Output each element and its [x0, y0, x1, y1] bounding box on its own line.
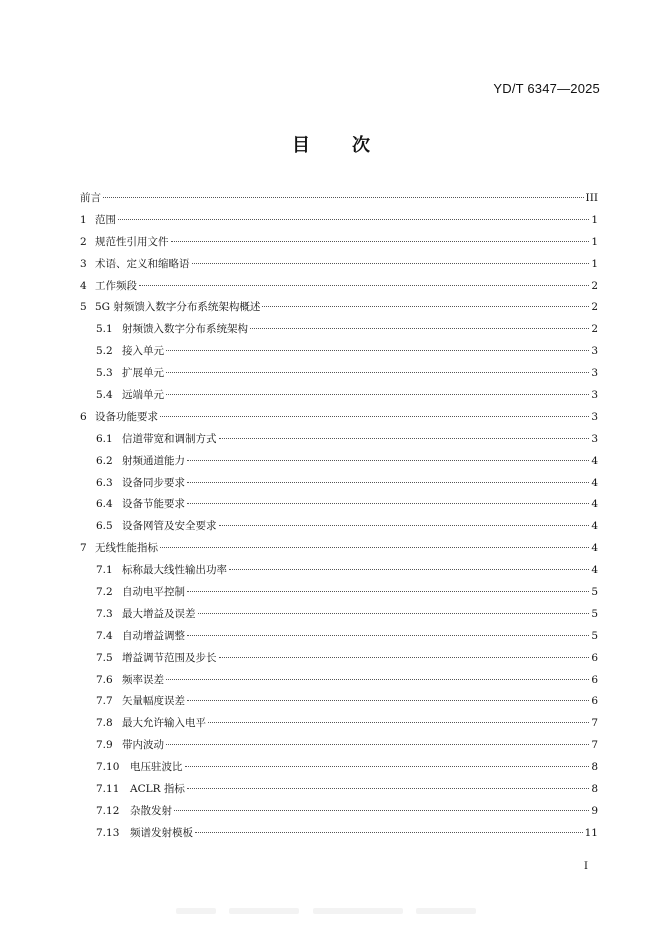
- dot-leader: [174, 810, 589, 811]
- toc-entry-label: 范围: [95, 213, 116, 226]
- dot-leader: [185, 766, 590, 767]
- toc-entry-number: 6.4: [96, 498, 113, 511]
- toc-entry[interactable]: [80, 319, 598, 341]
- toc-entry-label: 射频通道能力: [122, 454, 185, 467]
- toc-entry-number: 3: [80, 257, 87, 270]
- toc-entry-number: 7.6: [96, 673, 113, 686]
- toc-entry-number: 6.2: [96, 454, 113, 467]
- toc-entry-label: 接入单元: [122, 345, 164, 358]
- toc-entry-label: 术语、定义和缩略语: [95, 257, 190, 270]
- toc-entry-label: 设备功能要求: [95, 410, 158, 423]
- toc-entry-label: 远端单元: [122, 389, 164, 402]
- toc-entry-label: 5G 射频馈入数字分布系统架构概述: [95, 301, 261, 314]
- toc-entry-number: 6.5: [96, 520, 113, 533]
- toc-entry-label: 无线性能指标: [95, 542, 158, 555]
- toc-entry-number: 7.12: [96, 804, 120, 817]
- toc-entry-number: 7.5: [96, 651, 113, 664]
- toc-entry-number: 7.11: [96, 783, 120, 796]
- dot-leader: [250, 328, 589, 329]
- dot-leader: [198, 613, 590, 614]
- dot-leader: [219, 438, 590, 439]
- toc-entry-page: 3: [591, 432, 598, 445]
- toc-entry[interactable]: [80, 341, 598, 363]
- toc-entry-label: 最大增益及误差: [122, 607, 196, 620]
- dot-leader: [103, 197, 584, 198]
- toc-entry-number: 7.13: [96, 826, 120, 839]
- toc-entry[interactable]: [80, 713, 598, 735]
- toc-entry-label: 信道带宽和调制方式: [122, 432, 217, 445]
- dot-leader: [208, 722, 589, 723]
- toc-entry-number: 6: [80, 410, 87, 423]
- toc-entry-number: 7: [80, 542, 87, 555]
- toc-entry-page: 5: [591, 607, 598, 620]
- toc-entry-page: 5: [591, 586, 598, 599]
- toc-entry-number: 5.1: [96, 323, 113, 336]
- toc-entry-label: ACLR 指标: [130, 783, 185, 796]
- toc-entry-label: 电压驻波比: [130, 761, 183, 774]
- toc-entry-number: 6.3: [96, 476, 113, 489]
- toc-entry[interactable]: [80, 473, 598, 495]
- dot-leader: [229, 569, 589, 570]
- toc-entry[interactable]: [80, 604, 598, 626]
- toc-entry-label: 扩展单元: [122, 367, 164, 380]
- toc-entry-page: 6: [591, 695, 598, 708]
- toc-entry-page: 8: [591, 761, 598, 774]
- toc-entry-number: 5.3: [96, 367, 113, 380]
- page-number: I: [584, 861, 588, 872]
- toc-entry-label: 自动增益调整: [122, 629, 185, 642]
- toc-entry-label: 设备同步要求: [122, 476, 185, 489]
- toc-entry-label: 前言: [80, 192, 101, 204]
- toc-entry-page: 3: [591, 345, 598, 358]
- toc-entry-page: 4: [591, 498, 598, 511]
- title-char-2: 次: [352, 135, 370, 156]
- toc-entry-page: 1: [591, 257, 598, 270]
- toc-entry[interactable]: [80, 385, 598, 407]
- toc-entry-page: 7: [591, 739, 598, 752]
- toc-entry-label: 增益调节范围及步长: [122, 651, 217, 664]
- dot-leader: [139, 285, 589, 286]
- toc-entry-page: 2: [591, 279, 598, 292]
- page-title: [0, 131, 662, 157]
- toc-entry[interactable]: [80, 626, 598, 648]
- title-char-1: 目: [292, 135, 310, 156]
- document-code: YD/T 6347—2025: [493, 81, 600, 96]
- toc-entry-page: 2: [591, 323, 598, 336]
- toc-entry-number: 4: [80, 279, 87, 292]
- toc-entry-page: 3: [591, 389, 598, 402]
- toc-entry-label: 矢量幅度误差: [122, 695, 185, 708]
- toc-entry-page: 4: [591, 454, 598, 467]
- toc-entry-label: 频谱发射模板: [130, 826, 193, 839]
- dot-leader: [187, 700, 589, 701]
- toc-entry-label: 最大允许输入电平: [122, 717, 206, 730]
- toc-entry-number: 7.8: [96, 717, 113, 730]
- toc-entry[interactable]: [80, 494, 598, 516]
- toc-entry[interactable]: [80, 538, 598, 560]
- toc-entry-page: 11: [584, 826, 598, 839]
- toc-entry-page: 4: [591, 476, 598, 489]
- toc-entry[interactable]: [80, 801, 598, 823]
- dot-leader: [219, 525, 590, 526]
- toc-entry[interactable]: [80, 560, 598, 582]
- toc-entry-number: 5: [80, 301, 87, 314]
- dot-leader: [219, 657, 590, 658]
- toc-entry-label: 射频馈入数字分布系统架构: [122, 323, 248, 336]
- toc-entry[interactable]: [80, 363, 598, 385]
- toc-entry[interactable]: [80, 210, 598, 232]
- toc-entry[interactable]: [80, 407, 598, 429]
- toc-entry-page: 1: [591, 235, 598, 248]
- toc-entry-label: 标称最大线性输出功率: [122, 564, 227, 577]
- toc-entry-page: III: [585, 192, 598, 204]
- dot-leader: [187, 460, 589, 461]
- table-of-contents: [80, 188, 598, 845]
- toc-entry-label: 工作频段: [95, 279, 137, 292]
- toc-entry[interactable]: [80, 276, 598, 298]
- dot-leader: [195, 832, 583, 833]
- toc-entry-number: 2: [80, 235, 87, 248]
- dot-leader: [262, 306, 589, 307]
- toc-entry[interactable]: [80, 451, 598, 473]
- dot-leader: [166, 350, 589, 351]
- dot-leader: [187, 788, 589, 789]
- toc-entry[interactable]: [80, 779, 598, 801]
- toc-entry-number: 1: [80, 213, 87, 226]
- toc-entry[interactable]: [80, 188, 598, 210]
- dot-leader: [118, 219, 589, 220]
- dot-leader: [166, 394, 589, 395]
- toc-entry-number: 5.4: [96, 389, 113, 402]
- toc-entry-page: 4: [591, 520, 598, 533]
- toc-entry-number: 7.4: [96, 629, 113, 642]
- toc-entry[interactable]: [80, 582, 598, 604]
- toc-entry-label: 规范性引用文件: [95, 235, 169, 248]
- dot-leader: [192, 263, 590, 264]
- toc-entry-page: 6: [591, 651, 598, 664]
- dot-leader: [160, 416, 589, 417]
- dot-leader: [187, 503, 589, 504]
- dot-leader: [166, 679, 589, 680]
- toc-entry[interactable]: [80, 254, 598, 276]
- dot-leader: [166, 744, 589, 745]
- dot-leader: [171, 241, 590, 242]
- toc-entry-label: 自动电平控制: [122, 586, 185, 599]
- toc-entry-number: 7.7: [96, 695, 113, 708]
- toc-entry-page: 5: [591, 629, 598, 642]
- toc-entry-number: 7.9: [96, 739, 113, 752]
- dot-leader: [166, 372, 589, 373]
- toc-entry-page: 4: [591, 542, 598, 555]
- toc-entry[interactable]: [80, 670, 598, 692]
- toc-entry-number: 5.2: [96, 345, 113, 358]
- toc-entry-label: 杂散发射: [130, 804, 172, 817]
- toc-entry-number: 7.10: [96, 761, 120, 774]
- toc-entry-page: 9: [591, 804, 598, 817]
- toc-entry[interactable]: [80, 516, 598, 538]
- toc-entry[interactable]: [80, 823, 598, 845]
- toc-entry-page: 2: [591, 301, 598, 314]
- toc-entry[interactable]: [80, 429, 598, 451]
- toc-entry[interactable]: [80, 232, 598, 254]
- toc-entry-number: 7.3: [96, 607, 113, 620]
- toc-entry[interactable]: [80, 691, 598, 713]
- toc-entry-number: 6.1: [96, 432, 113, 445]
- toc-entry-page: 6: [591, 673, 598, 686]
- toc-entry[interactable]: [80, 297, 598, 319]
- toc-entry-page: 3: [591, 410, 598, 423]
- toc-entry-page: 4: [591, 564, 598, 577]
- toc-entry[interactable]: [80, 648, 598, 670]
- toc-entry-label: 设备网管及安全要求: [122, 520, 217, 533]
- toc-entry-number: 7.1: [96, 564, 113, 577]
- footer-watermark: [176, 906, 476, 916]
- dot-leader: [187, 635, 589, 636]
- toc-entry-page: 1: [591, 213, 598, 226]
- toc-entry[interactable]: [80, 757, 598, 779]
- dot-leader: [187, 591, 589, 592]
- toc-entry-number: 7.2: [96, 586, 113, 599]
- dot-leader: [160, 547, 589, 548]
- toc-entry-page: 7: [591, 717, 598, 730]
- toc-entry[interactable]: [80, 735, 598, 757]
- toc-entry-label: 带内波动: [122, 739, 164, 752]
- toc-entry-page: 8: [591, 783, 598, 796]
- toc-entry-page: 3: [591, 367, 598, 380]
- toc-entry-label: 设备节能要求: [122, 498, 185, 511]
- dot-leader: [187, 482, 589, 483]
- toc-entry-label: 频率误差: [122, 673, 164, 686]
